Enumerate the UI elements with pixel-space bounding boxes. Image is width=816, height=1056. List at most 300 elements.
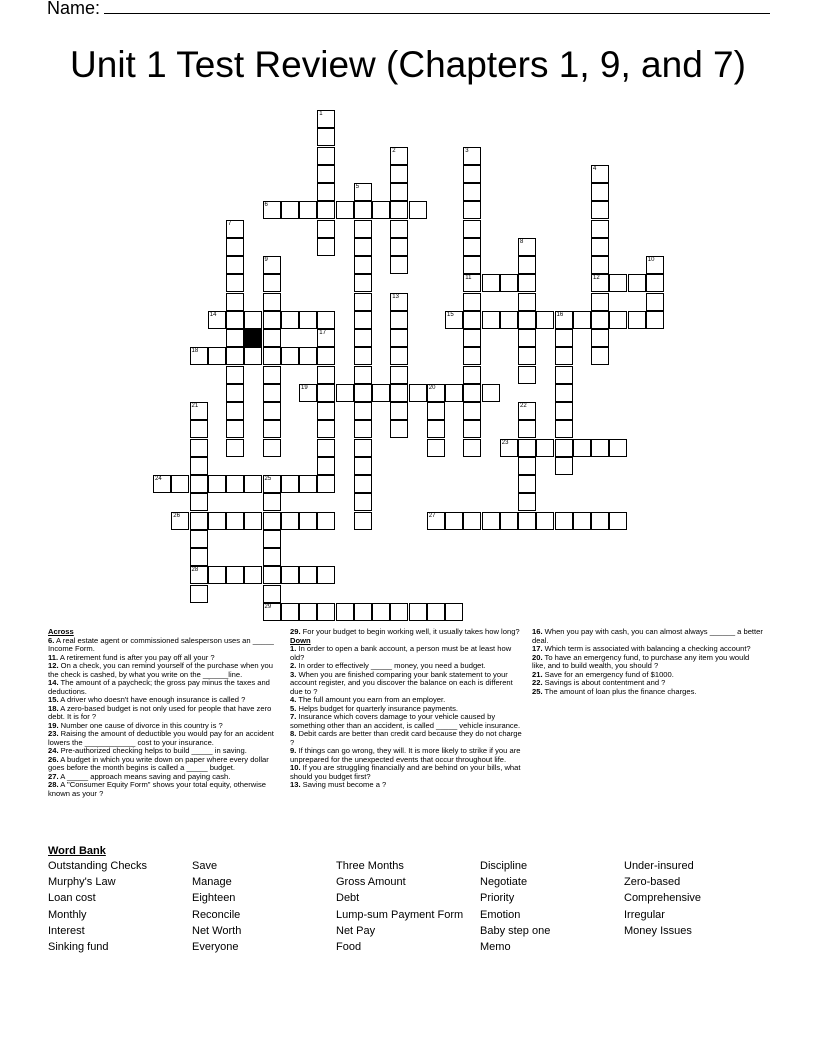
grid-cell[interactable] (409, 603, 427, 621)
grid-cell[interactable] (354, 402, 372, 420)
grid-cell[interactable] (263, 566, 281, 584)
across-clue (48, 781, 280, 798)
grid-cell[interactable] (409, 384, 427, 402)
grid-cell[interactable] (390, 347, 408, 365)
grid-cell[interactable] (500, 512, 518, 530)
clue-text: A "Consumer Equity Form" shows your total equity, otherwise known as your ? (48, 780, 266, 798)
grid-cell[interactable] (263, 530, 281, 548)
grid-cell[interactable] (317, 201, 335, 219)
grid-cell[interactable] (445, 512, 463, 530)
grid-cell[interactable] (354, 220, 372, 238)
grid-cell[interactable] (354, 366, 372, 384)
grid-cell[interactable] (263, 329, 281, 347)
grid-cell-10[interactable] (646, 256, 664, 274)
clue-number: 18 (191, 348, 199, 355)
grid-cell-5[interactable] (354, 183, 372, 201)
clue-number: 5. (290, 703, 297, 713)
grid-cell[interactable] (244, 512, 262, 530)
grid-cell[interactable] (482, 274, 500, 292)
grid-cell[interactable] (555, 439, 573, 457)
grid-cell[interactable] (190, 585, 208, 603)
grid-cell-13[interactable] (390, 293, 408, 311)
grid-cell-14[interactable] (208, 311, 226, 329)
grid-cell[interactable] (354, 475, 372, 493)
grid-cell[interactable] (609, 274, 627, 292)
grid-cell[interactable] (281, 566, 299, 584)
grid-cell-9[interactable] (263, 256, 281, 274)
grid-cell[interactable] (317, 402, 335, 420)
clue-number: 20 (428, 384, 436, 391)
down-clue (532, 654, 764, 671)
grid-cell[interactable] (190, 439, 208, 457)
grid-cell[interactable] (500, 274, 518, 292)
grid-cell[interactable] (354, 457, 372, 475)
grid-cell[interactable] (463, 256, 481, 274)
grid-cell[interactable] (190, 420, 208, 438)
grid-cell[interactable] (317, 457, 335, 475)
grid-cell[interactable] (409, 201, 427, 219)
clue-number: 29. (290, 627, 301, 636)
grid-cell[interactable] (518, 366, 536, 384)
clues-column-2 (290, 628, 522, 790)
grid-cell[interactable] (427, 439, 445, 457)
clue-number: 2. (290, 661, 297, 670)
clue-text: A retirement fund is after you pay off all your ? (58, 652, 215, 662)
grid-cell-17[interactable] (317, 329, 335, 347)
grid-cell[interactable] (190, 457, 208, 475)
grid-cell[interactable] (354, 256, 372, 274)
grid-cell[interactable] (390, 384, 408, 402)
grid-cell[interactable] (317, 603, 335, 621)
grid-cell[interactable] (263, 420, 281, 438)
grid-cell[interactable] (463, 293, 481, 311)
grid-cell[interactable] (244, 475, 262, 493)
grid-cell[interactable] (445, 603, 463, 621)
grid-cell[interactable] (226, 274, 244, 292)
grid-cell[interactable] (518, 475, 536, 493)
grid-cell[interactable] (463, 329, 481, 347)
grid-cell[interactable] (482, 311, 500, 329)
grid-cell[interactable] (299, 475, 317, 493)
grid-cell[interactable] (463, 366, 481, 384)
grid-cell[interactable] (171, 475, 189, 493)
clue-number: 1 (319, 111, 323, 117)
grid-cell[interactable] (463, 347, 481, 365)
grid-cell[interactable] (609, 512, 627, 530)
grid-cell[interactable] (518, 439, 536, 457)
clue-number: 7. (290, 712, 297, 721)
grid-cell[interactable] (573, 512, 591, 530)
grid-cell-26[interactable] (171, 512, 189, 530)
grid-cell[interactable] (591, 238, 609, 256)
grid-cell[interactable] (591, 512, 609, 530)
grid-cell-21[interactable] (190, 402, 208, 420)
grid-cell-16[interactable] (555, 311, 573, 329)
grid-cell[interactable] (281, 347, 299, 365)
grid-cell[interactable] (354, 603, 372, 621)
grid-cell[interactable] (190, 530, 208, 548)
grid-cell-12[interactable] (591, 274, 609, 292)
down-clue (290, 645, 522, 662)
clue-number: 29 (264, 603, 272, 610)
grid-cell[interactable] (226, 238, 244, 256)
grid-cell[interactable] (555, 420, 573, 438)
word-bank-item: Lump-sum Payment Form (336, 908, 464, 921)
clue-text: Which term is associated with balancing a checking account? (542, 644, 751, 653)
grid-cell[interactable] (427, 420, 445, 438)
grid-cell[interactable] (390, 220, 408, 238)
grid-cell[interactable] (427, 603, 445, 621)
grid-cell[interactable] (354, 384, 372, 402)
across-clue (48, 662, 280, 679)
grid-cell[interactable] (518, 256, 536, 274)
grid-cell[interactable] (390, 201, 408, 219)
grid-cell[interactable] (518, 457, 536, 475)
grid-cell[interactable] (591, 256, 609, 274)
grid-cell[interactable] (463, 311, 481, 329)
grid-cell[interactable] (463, 238, 481, 256)
clue-text: If things can go wrong, they will. It is more likely to strike if you are unprepared for the unexpected events that occur throughout life. (290, 746, 521, 764)
grid-cell[interactable] (518, 347, 536, 365)
grid-cell[interactable] (317, 439, 335, 457)
grid-cell[interactable] (226, 366, 244, 384)
grid-cell[interactable] (317, 384, 335, 402)
clue-number: 13 (392, 293, 399, 300)
grid-cell[interactable] (317, 475, 335, 493)
grid-cell[interactable] (390, 238, 408, 256)
clue-number: 28 (191, 567, 199, 574)
grid-cell[interactable] (646, 293, 664, 311)
grid-cell[interactable] (518, 329, 536, 347)
grid-cell[interactable] (591, 220, 609, 238)
grid-cell[interactable] (244, 311, 262, 329)
grid-cell-1[interactable] (317, 110, 335, 128)
grid-cell[interactable] (518, 311, 536, 329)
clue-text: For your budget to begin working well, it usually takes how long? (300, 627, 520, 636)
word-bank-title: Word Bank (48, 845, 106, 857)
grid-cell[interactable] (263, 366, 281, 384)
grid-cell-3[interactable] (463, 147, 481, 165)
clue-text: In order to effectively _____ money, you need a budget. (296, 661, 486, 670)
across-clue (48, 756, 280, 773)
clue-text: On a check, you can remind yourself of the purchase when you the check is cashed, by what you write on the ______line. (48, 661, 273, 679)
grid-cell[interactable] (463, 420, 481, 438)
grid-cell-2[interactable] (390, 147, 408, 165)
grid-cell[interactable] (317, 347, 335, 365)
grid-cell[interactable] (317, 183, 335, 201)
grid-cell[interactable] (317, 512, 335, 530)
clue-number: 15 (447, 311, 454, 318)
grid-cell[interactable] (317, 311, 335, 329)
grid-cell-20[interactable] (427, 384, 445, 402)
clue-number: 17 (319, 330, 326, 336)
grid-cell[interactable] (555, 366, 573, 384)
grid-cell[interactable] (281, 512, 299, 530)
word-bank-item: Everyone (192, 941, 239, 953)
grid-cell[interactable] (299, 347, 317, 365)
grid-cell[interactable] (354, 329, 372, 347)
clue-number: 6. (48, 635, 55, 645)
clue-text: Number one cause of divorce in this country is ? (58, 720, 223, 730)
clue-number: 15. (48, 695, 59, 704)
grid-cell[interactable] (208, 347, 226, 365)
grid-cell-6[interactable] (263, 201, 281, 219)
grid-cell[interactable] (263, 439, 281, 457)
grid-cell[interactable] (281, 475, 299, 493)
grid-cell[interactable] (591, 293, 609, 311)
grid-cell[interactable] (390, 165, 408, 183)
grid-cell[interactable] (591, 329, 609, 347)
clue-number: 25 (264, 476, 272, 482)
grid-cell[interactable] (263, 347, 281, 365)
clue-number: 14. (48, 678, 59, 687)
grid-cell[interactable] (463, 384, 481, 402)
grid-cell[interactable] (299, 201, 317, 219)
grid-cell[interactable] (555, 384, 573, 402)
clue-text: When you pay with cash, you can almost always ______ a better deal. (532, 627, 763, 645)
grid-cell[interactable] (354, 238, 372, 256)
grid-cell[interactable] (226, 347, 244, 365)
grid-cell[interactable] (208, 512, 226, 530)
clue-text: Helps budget for quarterly insurance payments. (296, 703, 459, 713)
clue-number: 19. (48, 720, 59, 730)
grid-cell[interactable] (190, 493, 208, 511)
grid-cell[interactable] (263, 274, 281, 292)
clue-number: 8 (520, 238, 524, 245)
grid-cell[interactable] (317, 165, 335, 183)
grid-cell[interactable] (354, 439, 372, 457)
grid-cell-8[interactable] (518, 238, 536, 256)
down-clue (290, 781, 522, 790)
grid-cell[interactable] (190, 512, 208, 530)
grid-cell[interactable] (390, 183, 408, 201)
grid-cell[interactable] (628, 311, 646, 329)
grid-cell[interactable] (500, 311, 518, 329)
grid-cell[interactable] (226, 256, 244, 274)
grid-cell[interactable] (555, 512, 573, 530)
grid-cell[interactable] (555, 457, 573, 475)
word-bank-item: Baby step one (480, 924, 551, 937)
grid-cell-15[interactable] (445, 311, 463, 329)
grid-cell[interactable] (299, 566, 317, 584)
grid-cell[interactable] (354, 347, 372, 365)
grid-cell-23[interactable] (500, 439, 518, 457)
grid-cell[interactable] (646, 274, 664, 292)
grid-cell[interactable] (390, 420, 408, 438)
grid-cell[interactable] (518, 293, 536, 311)
grid-cell[interactable] (609, 439, 627, 457)
grid-cell[interactable] (445, 384, 463, 402)
grid-cell-4[interactable] (591, 165, 609, 183)
grid-cell[interactable] (336, 603, 354, 621)
grid-cell[interactable] (190, 548, 208, 566)
grid-cell[interactable] (281, 311, 299, 329)
clue-number: 27. (48, 771, 59, 781)
word-bank-item: Net Pay (336, 924, 376, 937)
grid-cell[interactable] (463, 201, 481, 219)
across-header: Across (48, 627, 74, 636)
grid-cell[interactable] (317, 420, 335, 438)
word-bank-item: Comprehensive (624, 892, 702, 905)
grid-cell[interactable] (518, 274, 536, 292)
grid-cell[interactable] (555, 402, 573, 420)
grid-cell[interactable] (463, 183, 481, 201)
shaded-cell (244, 329, 262, 347)
grid-cell[interactable] (263, 585, 281, 603)
grid-cell-7[interactable] (226, 220, 244, 238)
grid-cell[interactable] (190, 475, 208, 493)
grid-cell[interactable] (573, 439, 591, 457)
grid-cell[interactable] (226, 293, 244, 311)
grid-cell[interactable] (226, 566, 244, 584)
across-clue (48, 730, 280, 747)
down-header: Down (290, 635, 311, 645)
grid-cell[interactable] (573, 311, 591, 329)
grid-cell[interactable] (263, 493, 281, 511)
grid-cell[interactable] (226, 329, 244, 347)
grid-cell-11[interactable] (463, 274, 481, 292)
grid-cell[interactable] (354, 274, 372, 292)
grid-cell[interactable] (427, 402, 445, 420)
clue-number: 7 (228, 220, 232, 227)
grid-cell-28[interactable] (190, 566, 208, 584)
grid-cell[interactable] (208, 475, 226, 493)
grid-cell[interactable] (244, 566, 262, 584)
clue-number: 3 (465, 147, 469, 154)
grid-cell[interactable] (591, 439, 609, 457)
word-bank-item: Manage (192, 876, 232, 889)
word-bank-item: Zero-based (624, 876, 681, 889)
grid-cell[interactable] (628, 274, 646, 292)
grid-cell[interactable] (226, 384, 244, 402)
grid-cell[interactable] (226, 420, 244, 438)
grid-cell-25[interactable] (263, 475, 281, 493)
across-clue (290, 628, 522, 637)
grid-cell[interactable] (263, 293, 281, 311)
clue-number: 9. (290, 746, 297, 755)
grid-cell[interactable] (372, 384, 390, 402)
grid-cell[interactable] (390, 329, 408, 347)
grid-cell[interactable] (299, 512, 317, 530)
clue-number: 26. (48, 754, 59, 764)
grid-cell[interactable] (317, 366, 335, 384)
grid-cell[interactable] (482, 512, 500, 530)
grid-cell[interactable] (226, 512, 244, 530)
grid-cell[interactable] (354, 311, 372, 329)
word-bank-item: Eighteen (192, 892, 236, 905)
grid-cell[interactable] (317, 238, 335, 256)
grid-cell[interactable] (263, 311, 281, 329)
grid-cell[interactable] (281, 603, 299, 621)
grid-cell[interactable] (518, 420, 536, 438)
grid-cell[interactable] (463, 439, 481, 457)
clue-number: 8. (290, 729, 297, 738)
grid-cell[interactable] (226, 402, 244, 420)
grid-cell-18[interactable] (190, 347, 208, 365)
grid-cell[interactable] (263, 384, 281, 402)
clue-number: 17. (532, 644, 543, 653)
clue-text: In order to open a bank account, a person must be at least how old? (290, 644, 512, 662)
grid-cell[interactable] (372, 201, 390, 219)
clue-number: 4 (593, 165, 597, 172)
grid-cell[interactable] (263, 402, 281, 420)
grid-cell[interactable] (591, 201, 609, 219)
grid-cell[interactable] (336, 384, 354, 402)
grid-cell[interactable] (536, 512, 554, 530)
grid-cell-24[interactable] (153, 475, 171, 493)
clue-number: 27 (428, 512, 436, 519)
word-bank-item: Discipline (480, 860, 528, 872)
grid-cell[interactable] (354, 420, 372, 438)
grid-cell[interactable] (463, 165, 481, 183)
grid-cell[interactable] (536, 439, 554, 457)
grid-cell-27[interactable] (427, 512, 445, 530)
grid-cell[interactable] (317, 147, 335, 165)
grid-cell[interactable] (208, 566, 226, 584)
grid-cell[interactable] (390, 366, 408, 384)
down-clue (290, 713, 522, 730)
grid-cell[interactable] (646, 311, 664, 329)
grid-cell[interactable] (317, 220, 335, 238)
grid-cell[interactable] (354, 293, 372, 311)
clue-number: 24. (48, 746, 59, 755)
grid-cell[interactable] (609, 311, 627, 329)
grid-cell[interactable] (226, 439, 244, 457)
grid-cell[interactable] (591, 311, 609, 329)
grid-cell[interactable] (317, 128, 335, 146)
grid-cell-22[interactable] (518, 402, 536, 420)
grid-cell[interactable] (482, 384, 500, 402)
grid-cell[interactable] (390, 402, 408, 420)
grid-cell[interactable] (518, 512, 536, 530)
grid-cell[interactable] (336, 201, 354, 219)
grid-cell-29[interactable] (263, 603, 281, 621)
grid-cell[interactable] (390, 256, 408, 274)
grid-cell[interactable] (281, 201, 299, 219)
grid-cell[interactable] (263, 512, 281, 530)
grid-cell[interactable] (463, 220, 481, 238)
grid-cell[interactable] (555, 347, 573, 365)
grid-cell[interactable] (518, 493, 536, 511)
grid-cell[interactable] (354, 493, 372, 511)
grid-cell[interactable] (536, 311, 554, 329)
grid-cell[interactable] (555, 329, 573, 347)
grid-cell[interactable] (299, 311, 317, 329)
grid-cell[interactable] (244, 347, 262, 365)
grid-cell[interactable] (372, 603, 390, 621)
grid-cell[interactable] (226, 311, 244, 329)
grid-cell[interactable] (226, 475, 244, 493)
grid-cell[interactable] (354, 512, 372, 530)
clue-number: 20. (532, 652, 543, 662)
word-bank-item: Emotion (480, 908, 521, 921)
grid-cell[interactable] (463, 402, 481, 420)
grid-cell[interactable] (591, 183, 609, 201)
clue-number: 13. (290, 780, 301, 789)
grid-cell[interactable] (354, 201, 372, 219)
page-title: Unit 1 Test Review (Chapters 1, 9, and 7) (70, 44, 746, 85)
clue-number: 23. (48, 729, 59, 738)
grid-cell-19[interactable] (299, 384, 317, 402)
grid-cell[interactable] (390, 311, 408, 329)
grid-cell[interactable] (591, 347, 609, 365)
grid-cell[interactable] (390, 603, 408, 621)
grid-cell[interactable] (263, 548, 281, 566)
grid-cell[interactable] (317, 566, 335, 584)
grid-cell[interactable] (463, 512, 481, 530)
word-bank-item: Priority (480, 892, 515, 905)
grid-cell[interactable] (299, 603, 317, 621)
